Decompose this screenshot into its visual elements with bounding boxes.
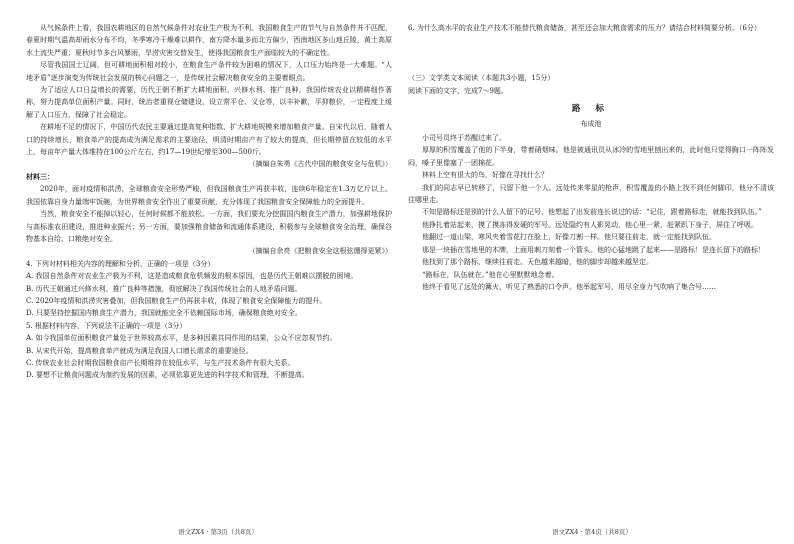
story-paragraph: 他翻过一道山梁，寒风夹着雪花打在脸上，好像刀割一样。他只要往前走，就一定能找到队伍。 — [422, 233, 716, 242]
answer-option: C. 2020年疫情和洪涝灾害叠加，但我国粮食生产仍再获丰收，体现了粮食安全保障能力的提升。 — [26, 296, 327, 305]
answer-option: D. 只要坚持挖掘国内粮食生产潜力，我国就能完全不依赖国际市场，确保粮食绝对安全。 — [26, 309, 302, 318]
material-two-section — [26, 22, 392, 171]
answer-option: D. 要想不让粮食问题成为制约发展的因素，必须依靠更先进的科学技术和管理，不断提高。 — [26, 371, 309, 380]
paragraph: 为了适应人口日益增长的需要，历代王朝不断扩大耕地面积、兴修水利、推广良种，我国传统农业以精耕细作著称，努力提高单位面积产量。同时，统治者重视仓储建设，设立常平仓、义仓等，以丰补歉，平抑粮价，一定程度上缓解了人口压力，保障了社会稳定。 — [26, 86, 392, 119]
page-footer-right: 语文ZX4 · 第4页（共8页） — [552, 528, 632, 536]
question-6: 6. 为什么高水平的农业生产技术不能替代粮食储备，甚至还会加大粮食需求的压力？请结合材料简要分析。（6分） — [408, 24, 761, 32]
paragraph: 当然，粮食安全不能掉以轻心，任何时候都不能放松。一方面，我们要充分挖掘国内粮食生产潜力，加强耕地保护与高标准农田建设，推进种业振兴；另一方面，要加强粮食储备和流通体系建设，积极参与全球粮食安全治理，确保谷物基本自给、口粮绝对安全。 — [26, 210, 392, 243]
story-body — [408, 132, 774, 293]
paragraph: 尽管我国国土辽阔，但可耕地面积相对较小，在粮食生产条件较为困难的情况下，人口压力始终是一大难题。“人地矛盾”逐步演变为传统社会发展的核心问题之一，是传统社会解决粮食安全的主要着眼点。 — [26, 61, 392, 82]
answer-space — [408, 34, 774, 72]
material-three-section — [26, 171, 392, 258]
story-paragraph: 厚厚的积雪覆盖了他的下半身，带着硝烟味。他是被通讯员从冰冷的雪地里刨出来的，此时他只觉得胸口一阵阵发闷，嗓子里像塞了一团棉花。 — [408, 146, 774, 167]
story-author: 布成池 — [580, 119, 602, 128]
story-paragraph: “路标在，队伍就在。”他在心里默默地念着。 — [422, 270, 559, 279]
answer-option: C. 传统农业社会时期我国粮食亩产长期维持在较低水平，与生产技术条件有很大关系。 — [26, 358, 295, 367]
answer-option: B. 从宋代开始，提高粮食单产就成为满足我国人口增长需求的重要途径。 — [26, 346, 253, 355]
section-heading: （三）文学类文本阅读（本题共3小题，15分） — [408, 74, 555, 83]
story-paragraph: 我们的同志早已转移了，只留下他一个人。远处传来零星的枪声，积雪覆盖的小路上找不到任何脚印，他分不清该往哪里走。 — [408, 183, 774, 205]
page-footer-left: 语文ZX4 · 第3页（共8页） — [178, 528, 258, 536]
material-label: 材料三： — [26, 171, 54, 181]
reading-instruction: 阅读下面的文字，完成7～9题。 — [408, 86, 508, 95]
right-column — [408, 22, 774, 293]
left-column — [26, 22, 392, 382]
answer-option: A. 如今我国单位面积粮食产量处于世界较高水平，是多种因素共同作用的结果，公众不应忽视节约。 — [26, 334, 337, 343]
story-paragraph: 不知是路标还是别的什么人留下的记号，他想起了出发前连长说过的话：“记住，跟着路标走，就能找到队伍。” — [422, 208, 762, 217]
story-paragraph: 那是一块插在雪地里的木牌，上面用刺刀刻着一个箭头。他的心猛地跳了起来——是路标！是连长留下的路标！ — [422, 245, 765, 254]
question-stem: 5. 根据材料内容，下列说法不正确的一项是（3分） — [26, 321, 187, 330]
question-5 — [26, 320, 392, 382]
paragraph: 在耕地不足的情况下，中国历代农民主要通过提高复种指数、扩大耕地规模来增加粮食产量。自宋代以后，随着人口的持续增长，粮食单产的提高成为满足需求的主要途径，明清时期亩产有了较大的提高，但长期停留在较低的水平上，每亩年产量大体维持在100公斤左右，约17—19世纪增至300—500斤。 — [26, 123, 392, 157]
story-title: 路 标 — [572, 104, 610, 115]
story-paragraph: 他找到了那个路标，继续往前走。天色越来越暗，他的脚步却越来越坚定。 — [422, 258, 653, 267]
story-paragraph: 林料上空有很大的鸟，好像在寻找什么？ — [422, 171, 548, 180]
paragraph: 从气候条件上看，我国农耕地区的自然气候条件对农业生产极为不利。我国粮食生产的节气与自然条件并不匹配，春夏时期气温高却雨水分布不均，冬季寒冷干燥难以耕作，南方降水量多而北方偏少，西南地区多山地丘陵，黄土高原水土流失严重；夏秋时节多台风暴雨，旱涝灾害交替发生，使得我国粮食生产面临较大的不确定性。 — [26, 24, 392, 57]
citation: （摘编自余亮《把粮食安全这根弦绷得更紧》） — [248, 247, 392, 256]
answer-option: A. 我国自然条件对农业生产极为不利，这是造成粮食危机频发的根本原因，也是历代王朝难以摆脱的困境。 — [26, 272, 358, 281]
story-paragraph: 小司号员终于苏醒过来了。 — [422, 134, 506, 143]
citation: （摘编自朱勇《古代中国的粮食安全与危机》） — [248, 160, 392, 169]
question-4 — [26, 258, 392, 320]
paragraph: 2020年，面对疫情和洪涝，全球粮食安全形势严峻，但我国粮食生产再获丰收，连续6年稳定在1.3万亿斤以上。我国依靠自身力量端牢饭碗，为世界粮食安全作出了重要贡献，充分体现了我国粮食安全保障能力的全面提升。 — [26, 185, 392, 206]
answer-option: B. 历代王朝通过兴修水利、推广良种等措施，彻底解决了我国传统社会的人地矛盾问题。 — [26, 284, 302, 293]
story-paragraph: 他终于看见了远处的篝火，听见了熟悉的口令声。他举起军号，用尽全身力气吹响了集合号…… — [422, 282, 716, 291]
story-paragraph: 他挣扎着站起来，摸了摸冻得发硬的军号。远处隐约有人影晃动，他心里一紧，赶紧趴下身子，屏住了呼吸。 — [422, 220, 758, 229]
question-stem: 4. 下列对材料相关内容的理解和分析，正确的一项是（3分） — [26, 259, 215, 268]
